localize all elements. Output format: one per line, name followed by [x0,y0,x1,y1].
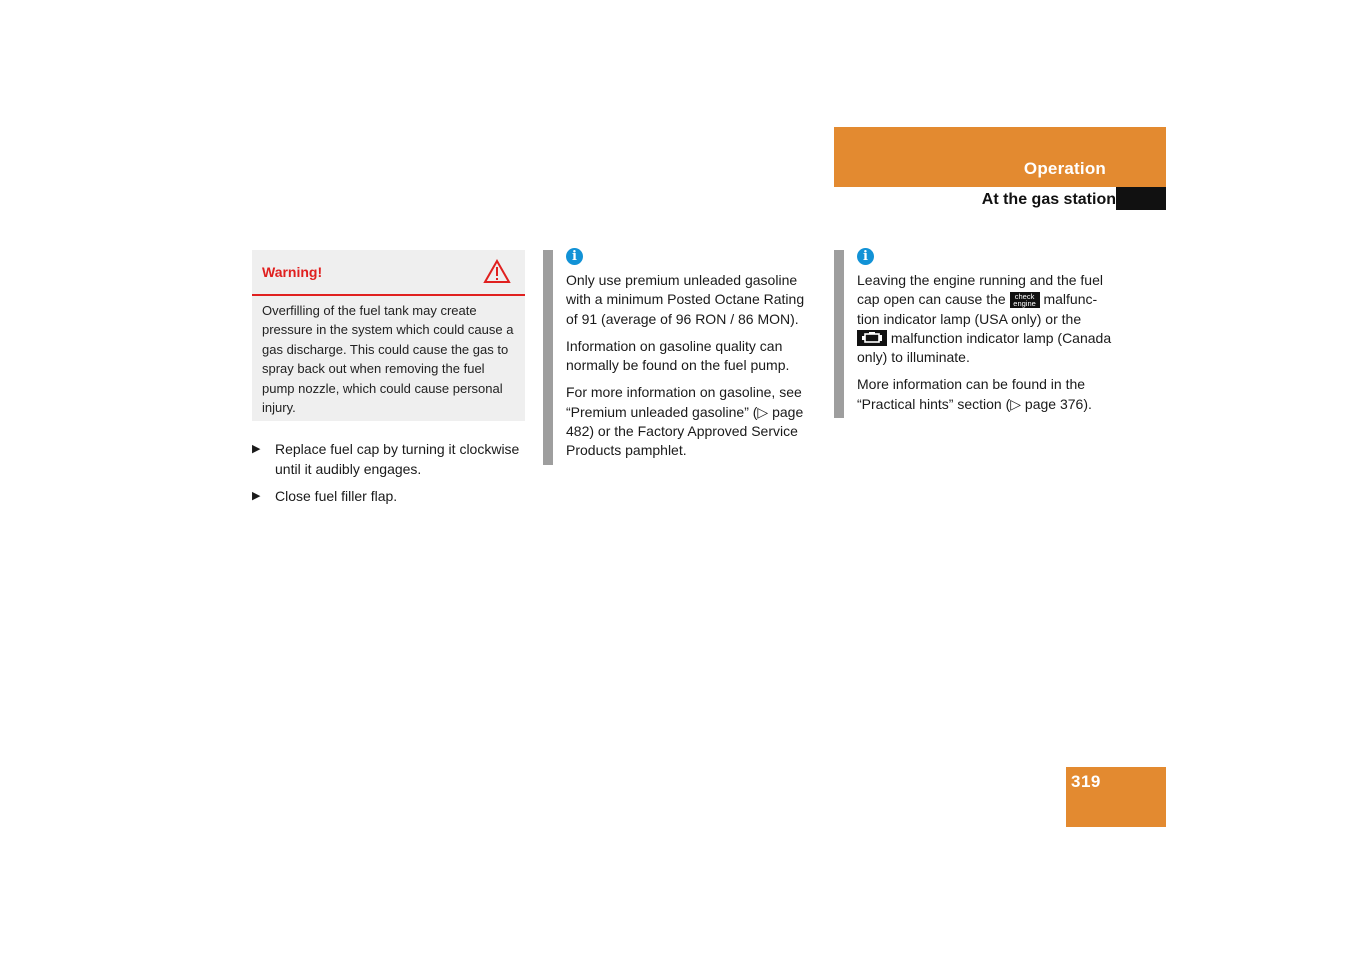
list-item [252,440,532,479]
info-note-engine [857,248,1113,422]
bullet-arrow-icon: ▶ [252,490,261,502]
warning-text: Overfilling of the fuel tank may create pressure in the system which could cause a gas discharge. This could cause the gas to spray back out when removing the fuel pump nozzle, which could cause personal injury. [262,303,514,416]
check-engine-icon: check engine [1010,292,1040,308]
bullet-arrow-icon: ▶ [252,443,261,455]
page-number-band [1066,767,1166,827]
section-title: Operation [1023,159,1106,178]
page-number: 319 [1071,772,1101,791]
step-list [252,440,532,515]
info-bar [543,250,553,465]
info-bar [834,250,844,418]
warning-title: Warning! [262,264,323,280]
header-band [834,127,1166,187]
info-paragraph: For more information on gasoline, see “Premium unleaded gasoline” (▷ page 482) or the Factory Approved Service Products pamphlet. [566,384,804,459]
warning-box [252,250,525,421]
info-paragraph: More information can be found in the “Practical hints” section (▷ page 376). [857,376,1092,412]
engine-malfunction-icon [857,330,887,346]
info-paragraph: Leaving the engine running and the fuel cap open can cause the check engine malfunc- tion indicator lamp (USA only) or the malfunction indicator lamp (Canada only) to illuminate. [857,272,1112,366]
warning-triangle-icon [483,259,511,284]
info-icon: i [566,248,583,265]
step-text: Close fuel filler flap. [275,488,398,504]
info-icon: i [857,248,874,265]
header-tab-marker [1116,187,1166,210]
list-item [252,487,532,507]
info-paragraph: Only use premium unleaded gasoline with a minimum Posted Octane Rating of 91 (average of 96 RON / 86 MON). [566,272,805,327]
warning-header [252,250,525,296]
info-paragraph: Information on gasoline quality can normally be found on the fuel pump. [566,337,790,374]
step-text: Replace fuel cap by turning it clockwise until it audibly engages. [275,441,520,477]
subsection-title: At the gas station [981,191,1116,208]
info-note-gasoline [566,248,818,469]
